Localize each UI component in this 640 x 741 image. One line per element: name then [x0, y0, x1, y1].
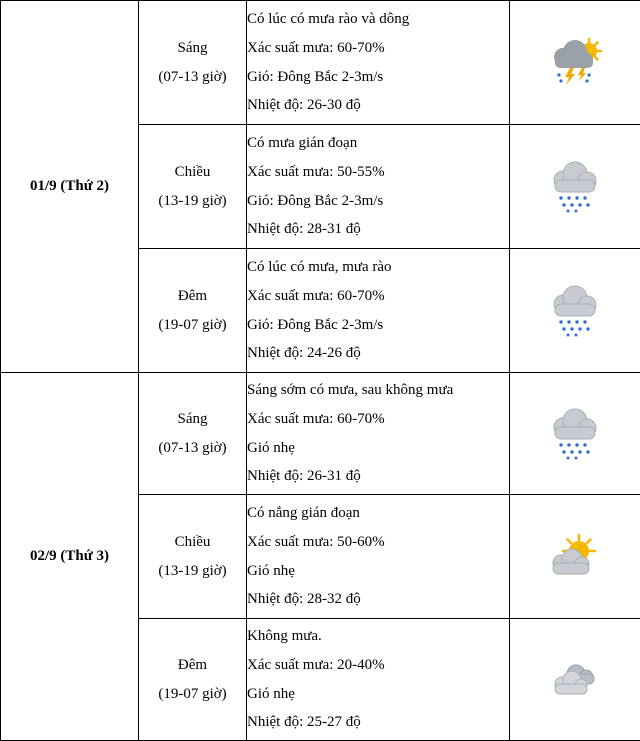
wind-text: Gió nhẹ: [247, 680, 509, 709]
weather-icon-cell: [510, 373, 640, 495]
rain-cloud-icon: [547, 407, 603, 461]
period-time: (13-19 giờ): [139, 557, 246, 586]
period-time: (07-13 giờ): [139, 63, 246, 92]
day-date-label: 01/9 (Thứ 2): [1, 1, 139, 373]
weather-icon-cell: [510, 125, 640, 249]
forecast-details: [247, 495, 510, 619]
forecast-details: [247, 373, 510, 495]
rain-cloud-icon: [547, 284, 603, 338]
wind-text: Gió: Đông Bắc 2-3m/s: [247, 187, 509, 216]
rain-probability-text: Xác suất mưa: 20-40%: [247, 651, 509, 680]
condition-text: Không mưa.: [247, 622, 509, 651]
rain-cloud-icon: [547, 160, 603, 214]
rain-probability-text: Xác suất mưa: 60-70%: [247, 282, 509, 311]
period-time: (07-13 giờ): [139, 434, 246, 463]
temperature-text: Nhiệt độ: 25-27 độ: [247, 708, 509, 737]
condition-text: Có nắng gián đoạn: [247, 499, 509, 528]
period-time: (19-07 giờ): [139, 311, 246, 340]
condition-text: Có lúc có mưa rào và dông: [247, 5, 509, 34]
day-date-label: 02/9 (Thứ 3): [1, 373, 139, 741]
temperature-text: Nhiệt độ: 28-32 độ: [247, 585, 509, 614]
rain-probability-text: Xác suất mưa: 60-70%: [247, 34, 509, 63]
weather-icon-cell: [510, 619, 640, 741]
period-name: Sáng: [139, 405, 246, 434]
period-time: (19-07 giờ): [139, 680, 246, 709]
period-name: Chiều: [139, 158, 246, 187]
partly-sunny-icon: [547, 533, 603, 581]
period-name: Sáng: [139, 34, 246, 63]
weather-icon-cell: [510, 1, 640, 125]
temperature-text: Nhiệt độ: 24-26 độ: [247, 339, 509, 368]
rain-probability-text: Xác suất mưa: 50-55%: [247, 158, 509, 187]
period-name: Đêm: [139, 651, 246, 680]
period-name: Đêm: [139, 282, 246, 311]
weather-icon-cell: [510, 495, 640, 619]
wind-text: Gió: Đông Bắc 2-3m/s: [247, 63, 509, 92]
thunderstorm-sun-icon: [545, 35, 605, 91]
forecast-details: [247, 1, 510, 125]
period-cell: [139, 619, 247, 741]
wind-text: Gió: Đông Bắc 2-3m/s: [247, 311, 509, 340]
condition-text: Có mưa gián đoạn: [247, 129, 509, 158]
temperature-text: Nhiệt độ: 26-31 độ: [247, 462, 509, 491]
forecast-details: [247, 249, 510, 373]
period-time: (13-19 giờ): [139, 187, 246, 216]
weather-icon-cell: [510, 249, 640, 373]
period-name: Chiều: [139, 528, 246, 557]
wind-text: Gió nhẹ: [247, 557, 509, 586]
period-cell: [139, 373, 247, 495]
period-cell: [139, 249, 247, 373]
cloudy-icon: [550, 660, 600, 700]
period-cell: [139, 495, 247, 619]
forecast-details: [247, 125, 510, 249]
forecast-row: [1, 1, 640, 125]
period-cell: [139, 1, 247, 125]
condition-text: Có lúc có mưa, mưa rào: [247, 253, 509, 282]
temperature-text: Nhiệt độ: 26-30 độ: [247, 91, 509, 120]
forecast-details: [247, 619, 510, 741]
rain-probability-text: Xác suất mưa: 60-70%: [247, 405, 509, 434]
rain-probability-text: Xác suất mưa: 50-60%: [247, 528, 509, 557]
temperature-text: Nhiệt độ: 28-31 độ: [247, 215, 509, 244]
wind-text: Gió nhẹ: [247, 434, 509, 463]
period-cell: [139, 125, 247, 249]
forecast-row: [1, 373, 640, 495]
condition-text: Sáng sớm có mưa, sau không mưa: [247, 376, 509, 405]
